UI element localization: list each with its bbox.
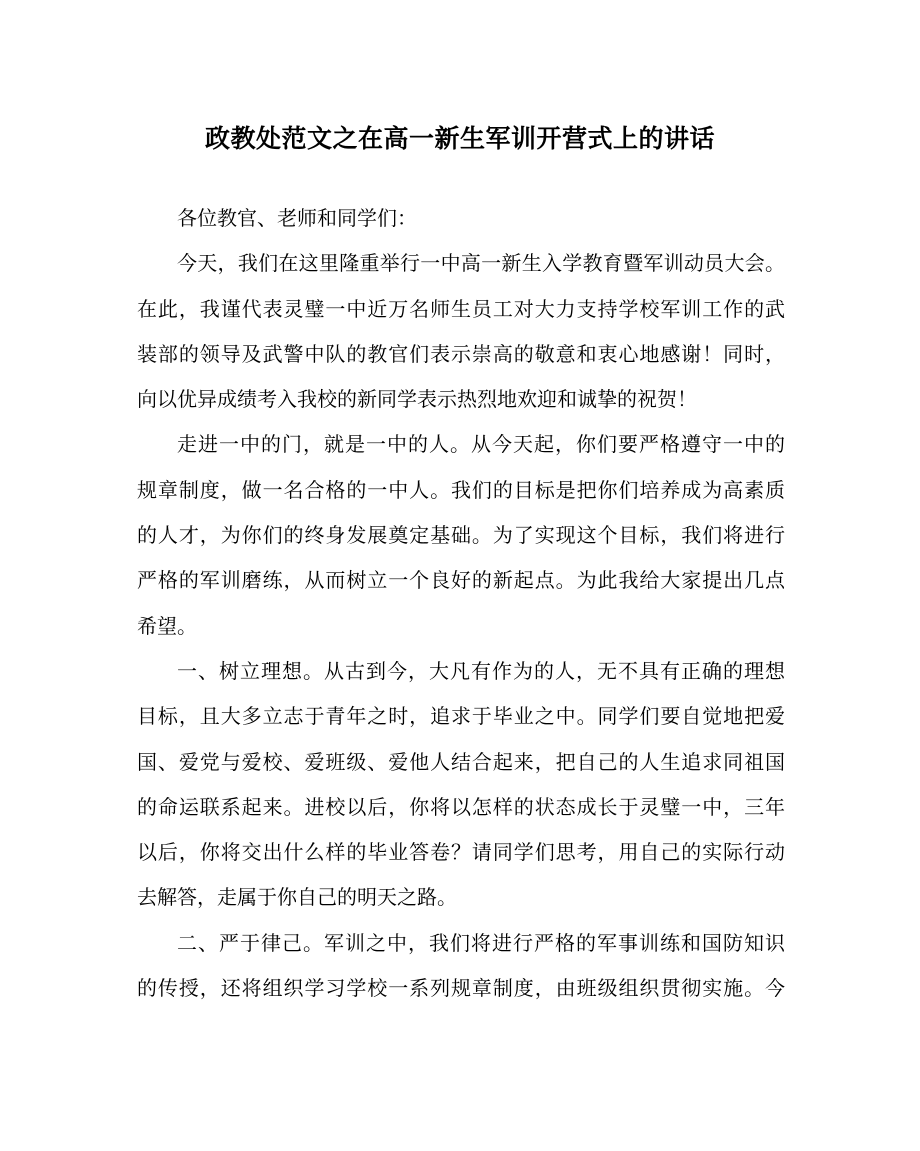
document-title: 政教处范文之在高一新生军训开营式上的讲话	[204, 124, 715, 153]
paragraph-line: 的人才，为你们的终身发展奠定基础。为了实现这个目标，我们将进行	[137, 523, 785, 548]
paragraph-line: 去解答，走属于你自己的明天之路。	[137, 885, 457, 910]
paragraph-line: 规章制度，做一名合格的一中人。我们的目标是把你们培养成为高素质	[137, 477, 785, 502]
paragraph-line: 的命运联系起来。进校以后，你将以怎样的状态成长于灵璧一中，三年	[137, 794, 785, 819]
paragraph-line: 装部的领导及武警中队的教官们表示崇高的敬意和衷心地感谢！同时，	[137, 341, 785, 366]
paragraph-line: 向以优异成绩考入我校的新同学表示热烈地欢迎和诚挚的祝贺！	[137, 387, 697, 412]
paragraph-line: 二、严于律己。军训之中，我们将进行严格的军事训练和国防知识	[177, 930, 785, 955]
paragraph-line: 以后，你将交出什么样的毕业答卷？请同学们思考，用自己的实际行动	[137, 840, 785, 865]
paragraph-line: 走进一中的门，就是一中的人。从今天起，你们要严格遵守一中的	[177, 432, 785, 457]
paragraph-line: 在此，我谨代表灵璧一中近万名师生员工对大力支持学校军训工作的武	[137, 296, 785, 321]
paragraph-line: 的传授，还将组织学习学校一系列规章制度，由班级组织贯彻实施。今	[137, 976, 785, 1001]
document-body	[137, 196, 785, 1011]
paragraph-line: 严格的军训磨练，从而树立一个良好的新起点。为此我给大家提出几点	[137, 568, 785, 593]
paragraph-line: 目标，且大多立志于青年之时，追求于毕业之中。同学们要自觉地把爱	[137, 704, 785, 729]
paragraph-line: 国、爱党与爱校、爱班级、爱他人结合起来，把自己的人生追求同祖国	[137, 749, 785, 774]
paragraph-line: 一、树立理想。从古到今，大凡有作为的人，无不具有正确的理想	[177, 658, 785, 683]
paragraph-line: 希望。	[137, 613, 197, 638]
paragraph-line: 今天，我们在这里隆重举行一中高一新生入学教育暨军训动员大会。	[177, 251, 785, 276]
salutation-line: 各位教官、老师和同学们：	[177, 206, 417, 230]
